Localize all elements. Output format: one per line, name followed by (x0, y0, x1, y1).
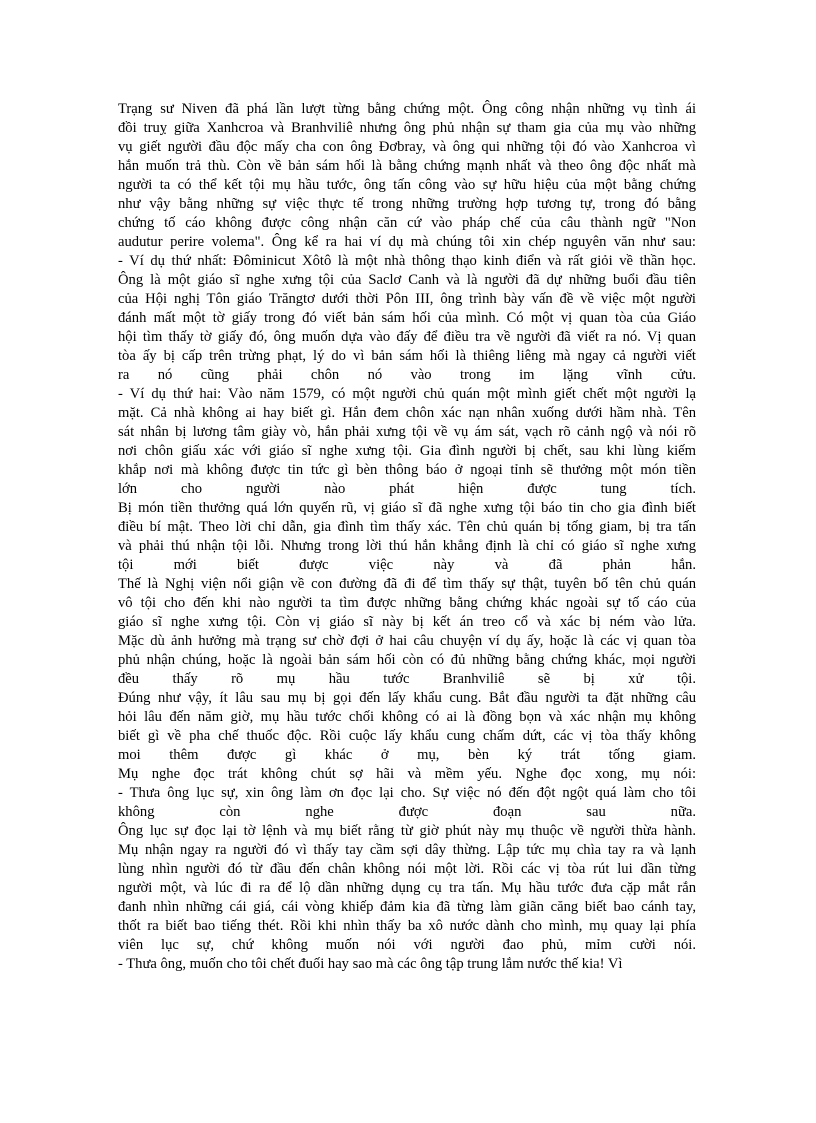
text-line: Mụ nhận ngay ra người đó vì thấy tay cầm sợi dây thừng. Lập tức mụ chìa tay ra và lạnh (118, 842, 696, 858)
text-line: đanh nhìn những cái giá, cái vòng khiếp đảm kia đã từng làm giãn căng biết bao cánh tay, (118, 899, 696, 915)
text-line: Đúng như vậy, ít lâu sau mụ bị gọi đến lấy khẩu cung. Bắt đầu người ta đặt những câu (118, 690, 696, 706)
text-line: chứng tố cáo không được công nhận căn cứ vào pháp chế của câu thành ngữ "Non (118, 215, 696, 231)
text-line: sát nhân bị lương tâm giày vò, hắn phải xưng tội về vụ ám sát, vạch rõ cảnh ngộ và nói rõ (118, 424, 696, 440)
text-line: tòa ấy bị cấp trên trừng phạt, lý do vì bản sám hối là thiêng liêng mà ngay cả người viết (118, 348, 696, 364)
text-line: khắp nơi mà không được tin tức gì bèn thông báo ở ngoại tỉnh sẽ thưởng một món tiền (118, 462, 696, 478)
text-line: - Thưa ông, muốn cho tôi chết đuối hay sao mà các ông tập trung lắm nước thế kia! Vì (118, 956, 623, 972)
text-line: hắn muốn trả thù. Còn về bản sám hối là bằng chứng mạnh nhất và theo ông độc nhất mà (118, 158, 696, 174)
text-line: và phải thú nhận tội lỗi. Nhưng trong lời thú hắn khẳng định là chỉ có giáo sĩ nghe xưng (118, 538, 696, 554)
text-line: Thế là Nghị viện nổi giận về con đường đã đi để tìm thấy sự thật, tuyên bố tên chủ quán (118, 576, 696, 592)
text-line: điều bí mật. Theo lời chỉ dẫn, gia đình tìm thấy xác. Tên chủ quán bị tống giam, bị tra tấn (118, 519, 696, 535)
text-line: không còn nghe được đoạn sau nữa. (118, 804, 696, 820)
text-line: đều thấy rõ mụ hầu tước Branhviliê sẽ bị xử tội. (118, 671, 696, 687)
text-line: đánh mất một tờ giấy trong đó viết bản sám hối của mình. Có một vị quan tòa của Giáo (118, 310, 696, 326)
text-line: audutur perire volema". Ông kể ra hai ví dụ mà chúng tôi xin chép nguyên văn như sau: (118, 234, 696, 250)
text-line: lùng nhìn người đó từ đầu đến chân không nói một lời. Rồi các vị tòa rút lui dần từng (118, 861, 696, 877)
text-line: thốt ra biết bao tiếng thét. Rồi khi nhìn thấy ba xô nước dành cho mình, mụ quay lại phía (118, 918, 696, 934)
text-line: Mặc dù ảnh hưởng mà trạng sư chờ đợi ở hai câu chuyện ví dụ ấy, hoặc là các vị quan tòa (118, 633, 696, 649)
text-line: - Ví dụ thứ hai: Vào năm 1579, có một người chủ quán một mình giết chết một người lạ (118, 386, 696, 402)
text-line: Ông lục sự đọc lại tờ lệnh và mụ biết rằng từ giờ phút này mụ thuộc về người thừa hành. (118, 823, 696, 839)
text-line: đồi truỵ giữa Xanhcroa và Branhviliê nhưng ông phủ nhận sự tham gia của mụ vào những (118, 120, 696, 136)
text-line: biết gì về pha chế thuốc độc. Rồi cuộc lấy khẩu cung chấm dứt, các vị tòa thấy không (118, 728, 696, 744)
text-line: người ta có thể kết tội mụ hầu tước, ông tấn công vào sự hữu hiệu của một bằng chứng (118, 177, 696, 193)
text-line: vô tội cho đến khi nào người ta tìm được những bằng chứng khác ngoài sự tố cáo của (118, 595, 696, 611)
text-line: lớn cho người nào phát hiện được tung tích. (118, 481, 696, 497)
text-line: Mụ nghe đọc trát không chút sợ hãi và mềm yếu. Nghe đọc xong, mụ nói: (118, 766, 696, 782)
text-line: tội mới biết được việc này và đã phản hắn. (118, 557, 696, 573)
text-line: ra nó cũng phải chôn nó vào trong im lặng vĩnh cửu. (118, 367, 696, 383)
document-page (118, 100, 696, 974)
text-line: người một, và lúc đi ra để lộ dần những dụng cụ tra tấn. Mụ hầu tước đưa cặp mắt rắn (118, 880, 696, 896)
text-line: Trạng sư Niven đã phá lần lượt từng bằng chứng một. Ông công nhận những vụ tình ái (118, 101, 696, 117)
text-line: như vậy bằng những sự việc thực tế trong những trường hợp tương tự, trong đó bằng (118, 196, 696, 212)
text-line: hội tìm thấy tờ giấy đó, ông muốn dựa vào đấy để điều tra về người đã viết ra nó. Vị quan (118, 329, 696, 345)
text-line: hỏi lâu đến năm giờ, mụ hầu tước chối không có ai là đồng bọn và xác nhận mụ không (118, 709, 696, 725)
text-line: Ông là một giáo sĩ nghe xưng tội của Saclơ Canh và là người đã dự những buổi đầu tiên (118, 272, 696, 288)
text-line: Bị món tiền thưởng quá lớn quyến rũ, vị giáo sĩ đã nghe xưng tội báo tin cho gia đình biết (118, 500, 696, 516)
text-line: mặt. Cả nhà không ai hay biết gì. Hắn đem chôn xác nạn nhân xuống dưới hầm nhà. Tên (118, 405, 696, 421)
text-line: - Ví dụ thứ nhất: Đôminicut Xôtô là một nhà thông thạo kinh điển và rất giỏi về thần học. (118, 253, 696, 269)
text-line: nơi chôn giấu xác với giáo sĩ nghe xưng tội. Gia đình người bị chết, sau khi lùng kiếm (118, 443, 696, 459)
text-line: phủ nhận chúng, hoặc là ngoài bản sám hối còn có đủ những bằng chứng khác, mọi người (118, 652, 696, 668)
text-line: giáo sĩ nghe xưng tội. Còn vị giáo sĩ này bị kết án treo cổ và xác bị ném vào lửa. (118, 614, 696, 630)
text-line: viên lục sự, chứ không muốn nói với người đao phủ, mỉm cười nói. (118, 937, 696, 953)
text-line: của Hội nghị Tôn giáo Trăngtơ dưới thời Pôn III, ông trình bày vấn đề về việc một người (118, 291, 696, 307)
text-line: - Thưa ông lục sự, xin ông làm ơn đọc lại cho. Sự việc nó đến đột ngột quá làm cho tôi (118, 785, 696, 801)
text-line: moi thêm được gì khác ở mụ, bèn ký trát tống giam. (118, 747, 696, 763)
text-line: vụ giết người đầu độc mấy cha con ông Đơbray, và ông qui những tội đó vào Xanhcroa vì (118, 139, 696, 155)
